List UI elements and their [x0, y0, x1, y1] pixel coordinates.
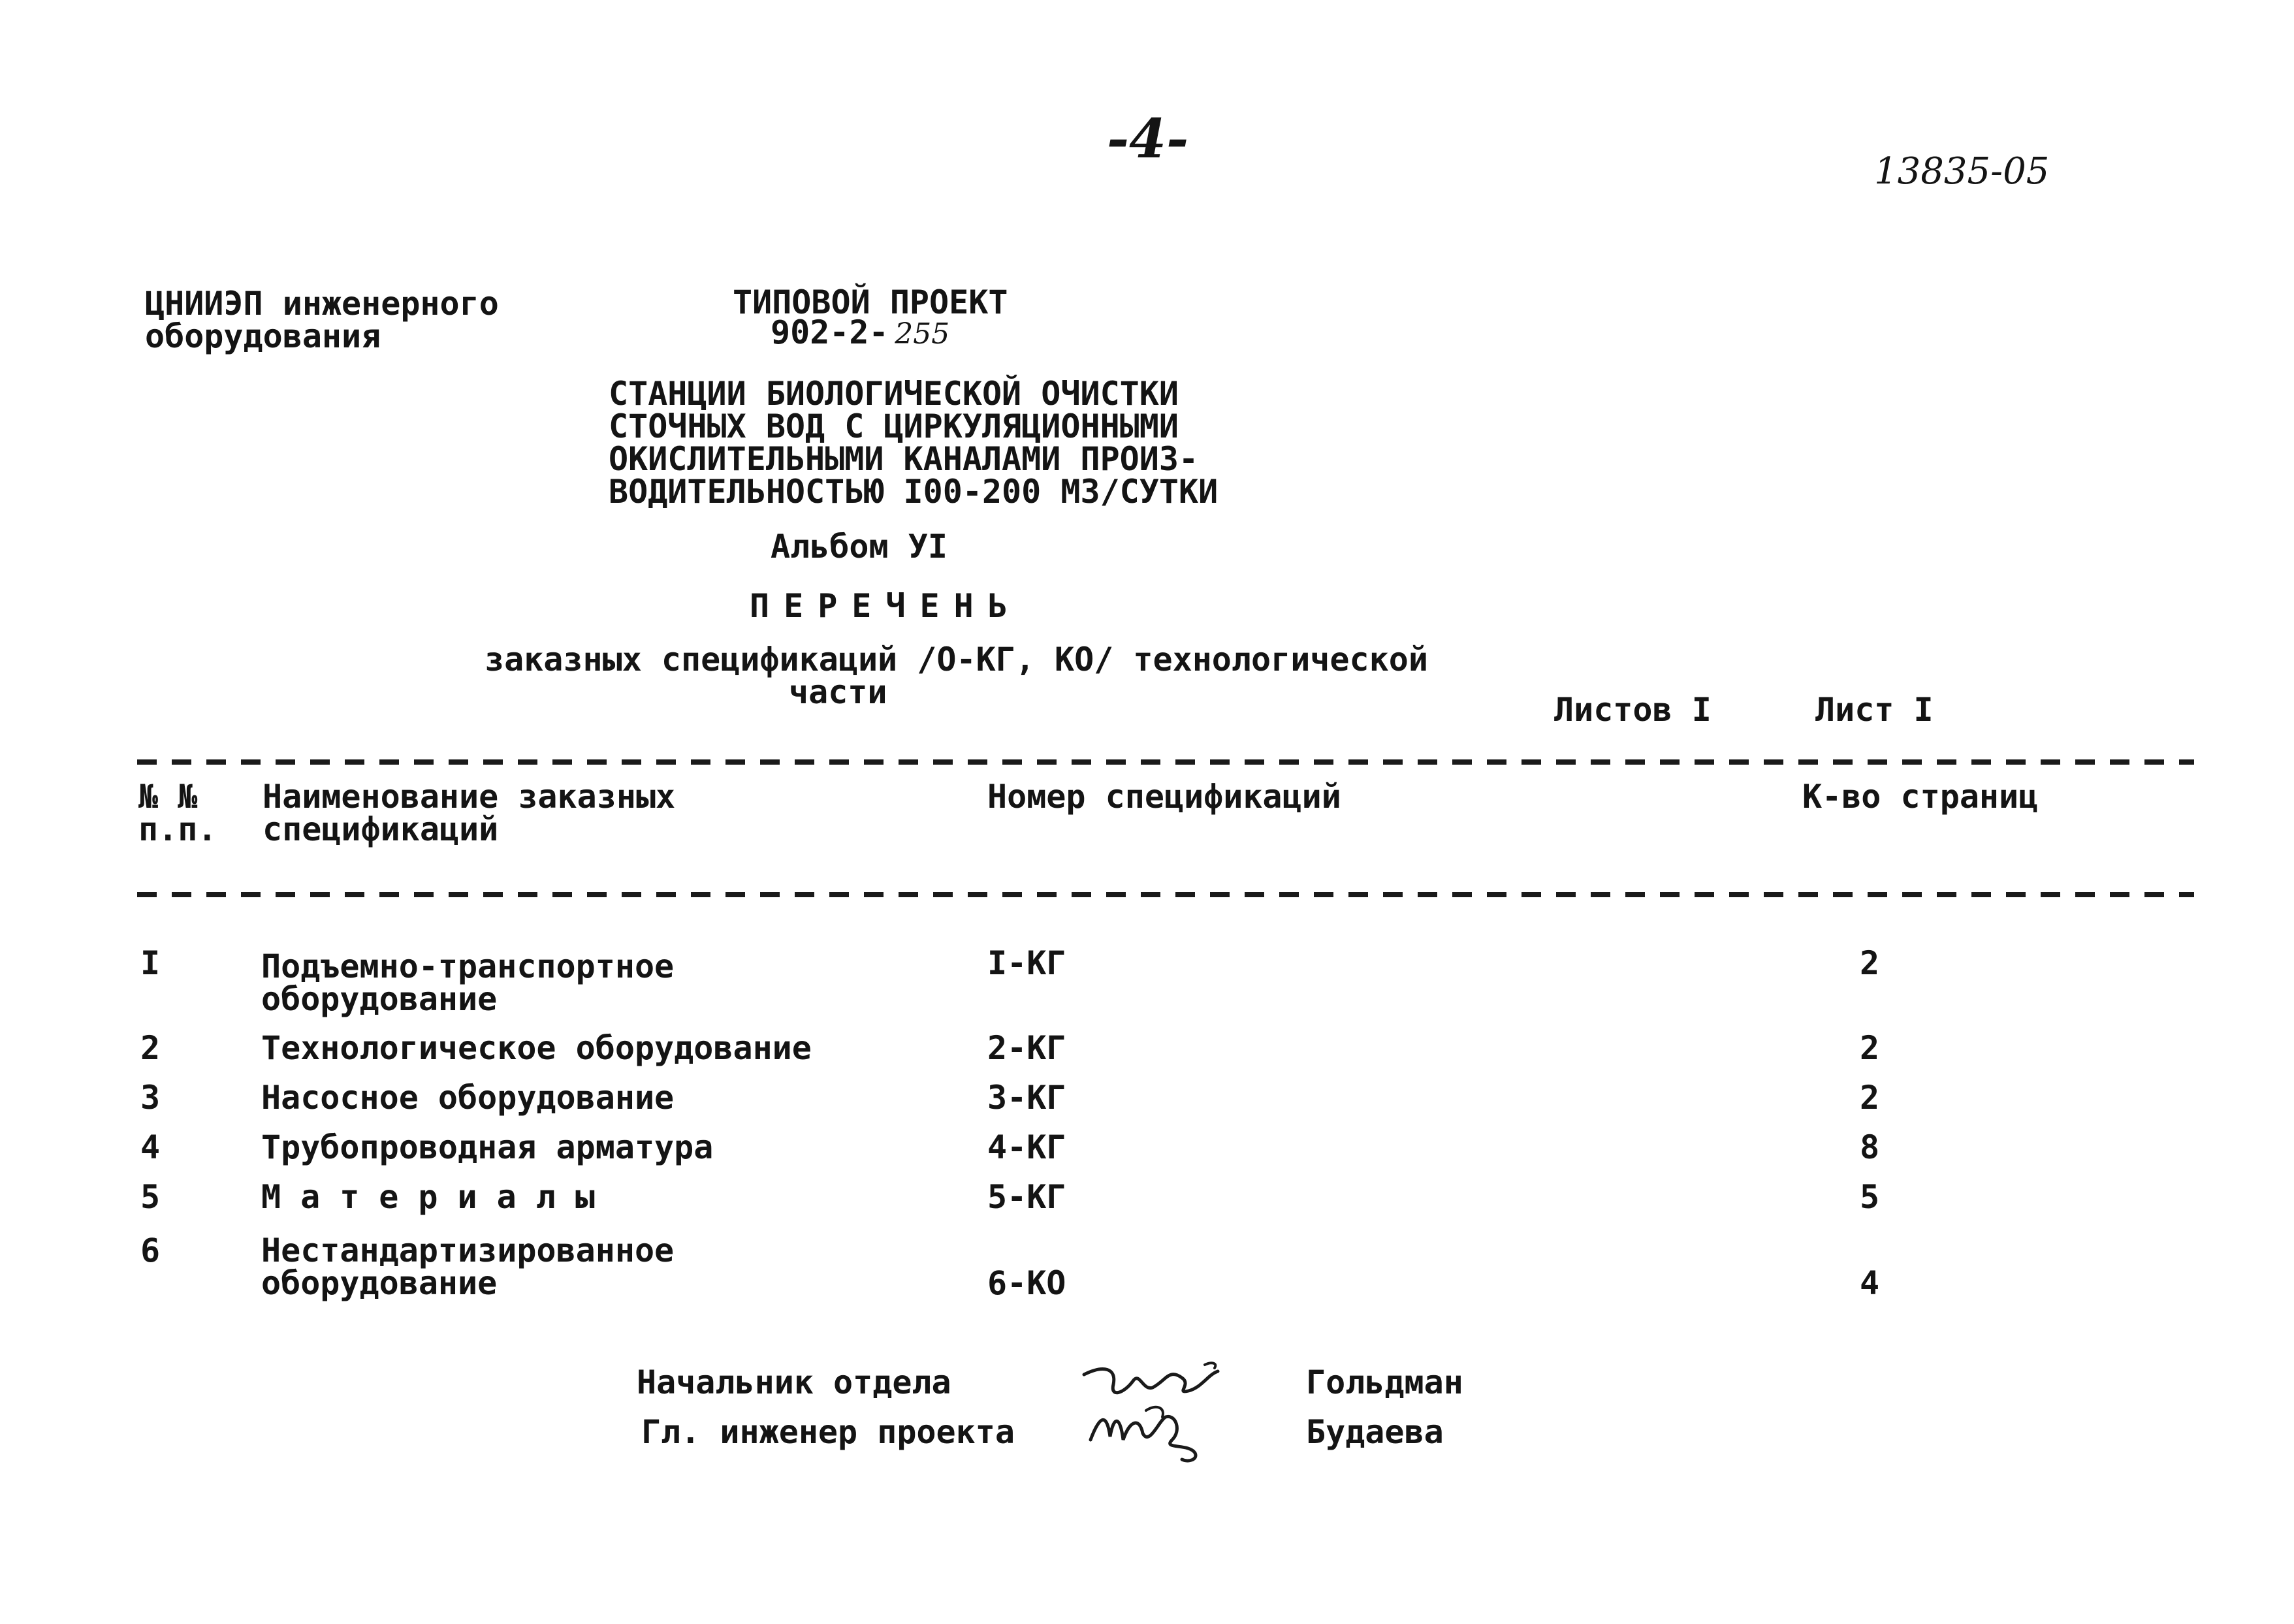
archive-number: 13835-05 — [1874, 150, 2050, 193]
table-header-rule — [137, 892, 2194, 897]
header-num-line-1: № № — [138, 778, 198, 816]
sheet-number: Лист I — [1815, 691, 1934, 729]
row-page-count: 2 — [1860, 944, 1880, 982]
list-title: ПЕРЕЧЕНЬ — [750, 587, 1022, 625]
row-spec-number: 3-КГ — [987, 1079, 1066, 1117]
row-page-count: 2 — [1860, 1079, 1880, 1117]
row-name-line-2: оборудование — [261, 1264, 498, 1302]
list-subtitle-line-1: заказных спецификаций /О-КГ, КО/ технологической — [485, 641, 1428, 678]
row-page-count: 5 — [1860, 1178, 1880, 1216]
organization-line-1: ЦНИИЭП инженерного — [145, 285, 499, 323]
row-page-count: 2 — [1860, 1029, 1880, 1067]
title-line: ВОДИТЕЛЬНОСТЬЮ I00-200 М3/СУТКИ — [609, 473, 1219, 511]
row-name-line-1: Подъемно-транспортное — [261, 947, 675, 985]
list-subtitle-line-2: части — [789, 673, 887, 711]
header-spec-number: Номер спецификаций — [987, 778, 1341, 816]
project-code — [771, 313, 950, 351]
project-label: ТИПОВОЙ ПРОЕКТ — [733, 283, 1008, 321]
row-number: 4 — [140, 1128, 161, 1166]
row-name-line-1: Трубопроводная арматура — [261, 1128, 714, 1166]
header-name-line-2: спецификаций — [263, 810, 499, 848]
title-line: ОКИСЛИТЕЛЬНЫМИ КАНАЛАМИ ПРОИЗ- — [609, 440, 1199, 478]
title-line: СТОЧНЫХ ВОД С ЦИРКУЛЯЦИОННЫМИ — [609, 407, 1179, 445]
sheets-total: Листов I — [1554, 691, 1712, 729]
row-name-line-2: оборудование — [261, 980, 498, 1018]
project-code-prefix: 902-2- — [771, 313, 889, 351]
row-number: 5 — [140, 1178, 161, 1216]
signatory-name: Будаева — [1306, 1413, 1444, 1451]
row-page-count: 8 — [1860, 1128, 1880, 1166]
row-name-line-1: Нестандартизированное — [261, 1232, 675, 1269]
row-spec-number: 4-КГ — [987, 1128, 1066, 1166]
row-page-count: 4 — [1860, 1264, 1880, 1302]
row-number: 2 — [140, 1029, 161, 1067]
signatory-role: Начальник отдела — [637, 1363, 951, 1401]
album-label: Альбом УI — [771, 528, 948, 565]
row-spec-number: 2-КГ — [987, 1029, 1066, 1067]
row-number: I — [140, 944, 161, 982]
row-spec-number: 5-КГ — [987, 1178, 1066, 1216]
signature-handwritten-2 — [1084, 1394, 1228, 1466]
row-number: 3 — [140, 1079, 161, 1117]
project-code-handwritten: 255 — [895, 317, 950, 351]
page-number: -4- — [1107, 108, 1189, 170]
row-number: 6 — [140, 1232, 161, 1269]
row-name-line-1: Технологическое оборудование — [261, 1029, 812, 1067]
signatory-name: Гольдман — [1306, 1363, 1463, 1401]
row-spec-number: 6-КО — [987, 1264, 1066, 1302]
row-name-line-1: Материалы — [261, 1178, 614, 1216]
signatory-role: Гл. инженер проекта — [641, 1413, 1015, 1451]
table-top-rule — [137, 759, 2194, 765]
header-page-count: К-во страниц — [1802, 778, 2039, 816]
header-num-line-2: п.п. — [138, 810, 217, 848]
header-name-line-1: Наименование заказных — [263, 778, 676, 816]
row-spec-number: I-КГ — [987, 944, 1066, 982]
organization-line-2: оборудования — [145, 317, 381, 355]
title-line: СТАНЦИИ БИОЛОГИЧЕСКОЙ ОЧИСТКИ — [609, 375, 1179, 413]
row-name-line-1: Насосное оборудование — [261, 1079, 675, 1117]
